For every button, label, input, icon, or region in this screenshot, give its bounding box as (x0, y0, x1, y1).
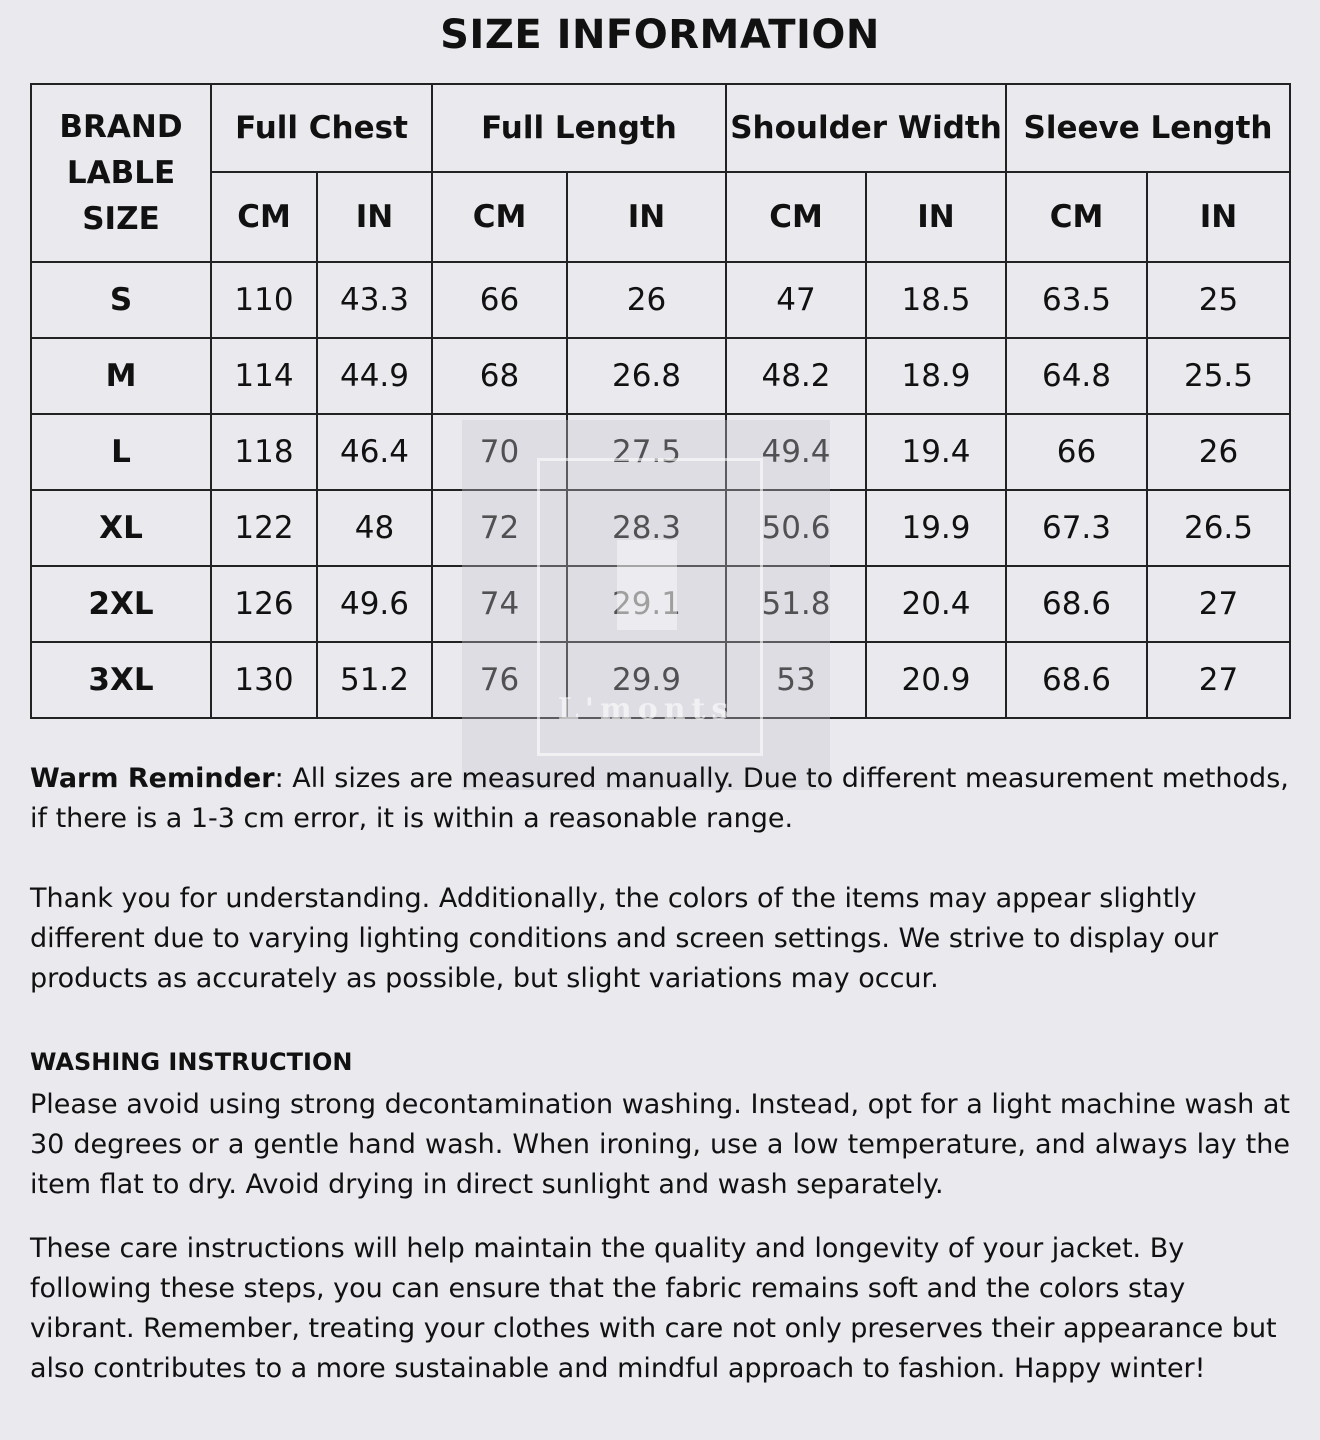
measurement-cell: 122 (211, 490, 317, 566)
measurement-cell: 27 (1147, 642, 1290, 718)
table-header-row (31, 84, 1290, 172)
measurement-cell: 53 (726, 642, 866, 718)
shoulder-width-header: Shoulder Width (726, 84, 1006, 172)
measurement-cell: 26.8 (567, 338, 726, 414)
care-paragraph: These care instructions will help maintain the quality and longevity of your jacket. By following these steps, you can ensure that the fabric remains soft and the colors stay vibrant. Remember, treating your clothes with care not only preserves their appearance but also contributes to a more sustainable and mindful approach to fashion. Happy winter! (30, 1233, 1277, 1384)
measurement-cell: 48.2 (726, 338, 866, 414)
warm-reminder-text: : All sizes are measured manually. Due to different measurement methods, if there is a 1-3 cm error, it is within a reasonable range. (30, 763, 1289, 834)
size-label-cell: M (31, 338, 211, 414)
measurement-cell: 76 (432, 642, 567, 718)
measurement-cell: 114 (211, 338, 317, 414)
measurement-cell: 19.9 (866, 490, 1006, 566)
table-row (31, 338, 1290, 414)
measurement-cell: 68 (432, 338, 567, 414)
measurement-cell: 28.3 (567, 490, 726, 566)
measurement-cell: 29.9 (567, 642, 726, 718)
measurement-cell: 72 (432, 490, 567, 566)
warm-reminder-label: Warm Reminder (30, 763, 275, 794)
washing-instruction-text: Please avoid using strong decontamination washing. Instead, opt for a light machine wash at 30 degrees or a gentle hand wash. When ironing, use a low temperature, and always lay the item flat to dry. Avoid drying in direct sunlight and wash separately. (30, 1089, 1290, 1200)
measurement-cell: 68.6 (1006, 642, 1147, 718)
unit-in-header: IN (866, 172, 1006, 262)
size-label-cell: XL (31, 490, 211, 566)
size-label-cell: L (31, 414, 211, 490)
brand-header-line: LABLE (66, 155, 176, 191)
washing-instruction-title: WASHING INSTRUCTION (30, 1048, 353, 1076)
measurement-cell: 118 (211, 414, 317, 490)
measurement-cell: 74 (432, 566, 567, 642)
table-unit-row (31, 172, 1290, 262)
table-row (31, 414, 1290, 490)
measurement-cell: 25.5 (1147, 338, 1290, 414)
full-length-header: Full Length (432, 84, 726, 172)
measurement-cell: 66 (432, 262, 567, 338)
size-label-cell: 3XL (31, 642, 211, 718)
measurement-cell: 20.4 (866, 566, 1006, 642)
measurement-cell: 130 (211, 642, 317, 718)
measurement-cell: 47 (726, 262, 866, 338)
unit-in-header: IN (1147, 172, 1290, 262)
unit-cm-header: CM (432, 172, 567, 262)
measurement-cell: 43.3 (317, 262, 432, 338)
measurement-cell: 29.1 (567, 566, 726, 642)
measurement-cell: 67.3 (1006, 490, 1147, 566)
brand-header-line: BRAND (59, 109, 183, 145)
measurement-cell: 63.5 (1006, 262, 1147, 338)
measurement-cell: 64.8 (1006, 338, 1147, 414)
table-row (31, 642, 1290, 718)
measurement-cell: 51.2 (317, 642, 432, 718)
brand-label-size-header (31, 84, 211, 262)
measurement-cell: 20.9 (866, 642, 1006, 718)
measurement-cell: 18.9 (866, 338, 1006, 414)
measurement-cell: 46.4 (317, 414, 432, 490)
measurement-cell: 49.4 (726, 414, 866, 490)
page-title: SIZE INFORMATION (440, 12, 880, 58)
unit-cm-header: CM (726, 172, 866, 262)
sleeve-length-header: Sleeve Length (1006, 84, 1290, 172)
full-chest-header: Full Chest (211, 84, 432, 172)
measurement-cell: 25 (1147, 262, 1290, 338)
measurement-cell: 49.6 (317, 566, 432, 642)
size-table-body (31, 262, 1290, 718)
measurement-cell: 19.4 (866, 414, 1006, 490)
unit-cm-header: CM (211, 172, 317, 262)
measurement-cell: 44.9 (317, 338, 432, 414)
thanks-paragraph: Thank you for understanding. Additionally, the colors of the items may appear slightly different due to varying lighting conditions and screen settings. We strive to display our products as accurately as possible, but slight variations may occur. (30, 883, 1219, 994)
table-row (31, 490, 1290, 566)
measurement-cell: 48 (317, 490, 432, 566)
watermark-text: L'monts (557, 692, 735, 727)
measurement-cell: 26 (1147, 414, 1290, 490)
measurement-cell: 26.5 (1147, 490, 1290, 566)
table-row (31, 262, 1290, 338)
measurement-cell: 18.5 (866, 262, 1006, 338)
measurement-cell: 26 (567, 262, 726, 338)
measurement-cell: 110 (211, 262, 317, 338)
unit-cm-header: CM (1006, 172, 1147, 262)
measurement-cell: 68.6 (1006, 566, 1147, 642)
measurement-cell: 27 (1147, 566, 1290, 642)
measurement-cell: 70 (432, 414, 567, 490)
table-row (31, 566, 1290, 642)
unit-in-header: IN (317, 172, 432, 262)
unit-in-header: IN (567, 172, 726, 262)
measurement-cell: 66 (1006, 414, 1147, 490)
warm-reminder (30, 759, 1290, 839)
measurement-cell: 27.5 (567, 414, 726, 490)
measurement-cell: 50.6 (726, 490, 866, 566)
size-table (30, 83, 1291, 719)
measurement-cell: 126 (211, 566, 317, 642)
size-label-cell: S (31, 262, 211, 338)
brand-header-line: SIZE (82, 201, 160, 237)
size-label-cell: 2XL (31, 566, 211, 642)
measurement-cell: 51.8 (726, 566, 866, 642)
